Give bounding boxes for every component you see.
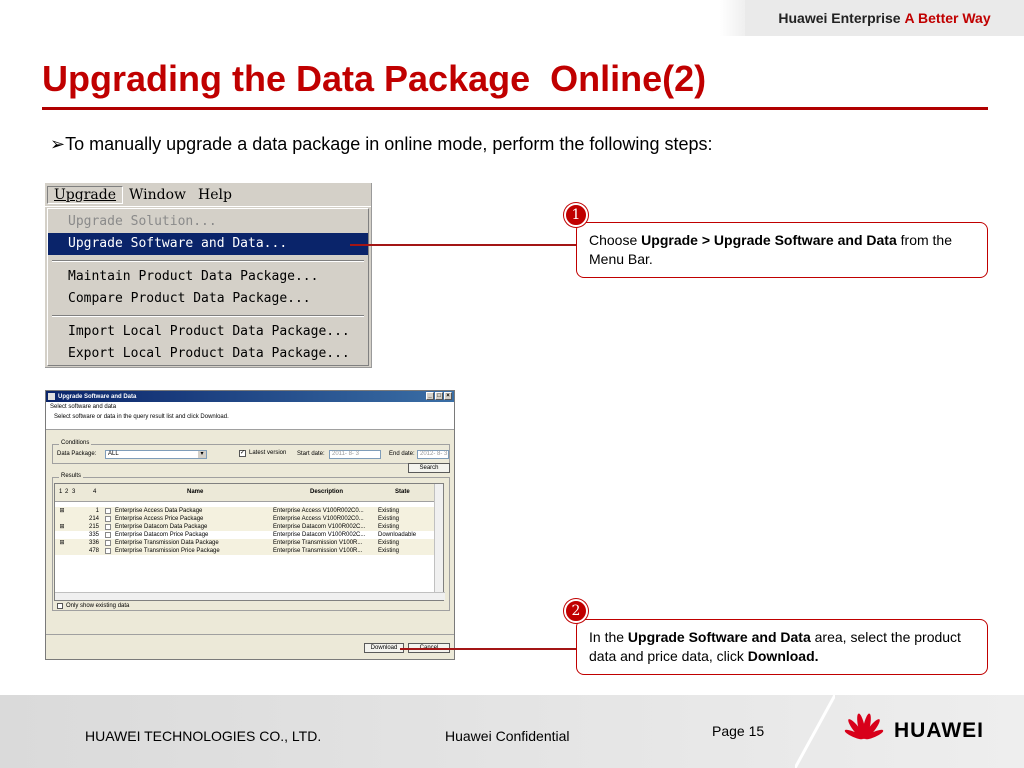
row-state: Existing [378, 516, 400, 522]
row-checkbox[interactable] [105, 532, 111, 538]
menu-separator [52, 315, 364, 317]
row-description: Enterprise Datacom V100R002C... [273, 524, 366, 530]
row-state: Downloadable [378, 532, 417, 538]
menu-window[interactable]: Window [129, 186, 187, 203]
row-description: Enterprise Datacom V100R002C... [273, 532, 366, 538]
row-name: Enterprise Transmission Data Package [115, 540, 219, 546]
menu-item-upgrade-software-and-data[interactable]: Upgrade Software and Data... [48, 233, 368, 255]
callout-text: Choose [589, 232, 642, 248]
start-date-field[interactable] [329, 450, 381, 459]
callout-bold: Download. [747, 648, 819, 664]
row-state: Existing [378, 508, 400, 514]
menu-upgrade[interactable]: Upgrade [47, 186, 123, 204]
table-row[interactable] [55, 531, 435, 539]
minimize-icon[interactable]: _ [426, 392, 434, 400]
expand-icon[interactable]: ⊞ [59, 540, 65, 546]
maximize-icon[interactable]: □ [435, 392, 443, 400]
menu-item-compare-product-data[interactable]: Compare Product Data Package... [68, 291, 311, 306]
callout-bold: Upgrade [641, 232, 698, 248]
row-description: Enterprise Access V100R002C0... [273, 516, 364, 522]
row-checkbox[interactable] [105, 516, 111, 522]
table-row[interactable] [55, 547, 435, 555]
page-number: Page 15 [712, 723, 765, 739]
callout-bold: > [697, 232, 714, 248]
upgrade-dialog-screenshot [45, 390, 455, 660]
dialog-subheading: Select software or data in the query result list and click Download. [54, 414, 229, 420]
close-icon[interactable]: × [444, 392, 452, 400]
conditions-group [52, 440, 450, 464]
pager-2[interactable]: 2 [65, 489, 69, 495]
intro-text: ➢To manually upgrade a data package in online mode, perform the following steps: [50, 134, 713, 154]
dialog-titlebar [46, 391, 454, 402]
brand-slogan: A Better Way [904, 10, 991, 26]
table-row[interactable] [55, 539, 435, 547]
footer-confidential: Huawei Confidential [445, 728, 570, 744]
latest-version-checkbox[interactable]: ✓ [240, 450, 246, 456]
row-checkbox[interactable] [105, 508, 111, 514]
row-description: Enterprise Transmission V100R... [273, 548, 363, 554]
step-badge-1: 1 [564, 203, 588, 227]
expand-icon[interactable] [58, 547, 66, 555]
pager-1[interactable]: 1 [59, 489, 63, 495]
table-row[interactable] [55, 523, 435, 531]
menu-item-maintain-product-data[interactable]: Maintain Product Data Package... [68, 269, 319, 284]
logo-wordmark: HUAWEI [894, 719, 984, 742]
row-checkbox[interactable] [105, 548, 111, 554]
row-number: 336 [88, 540, 99, 546]
row-name: Enterprise Datacom Data Package [115, 524, 208, 530]
callout-text: In the [589, 629, 628, 645]
row-checkbox[interactable] [105, 524, 111, 530]
results-legend: Results [61, 473, 82, 479]
callout-text: area, select the product data and price data, click [589, 629, 961, 664]
upgrade-dropdown [47, 208, 369, 366]
huawei-logo [840, 712, 984, 750]
end-date-label: End date: [389, 451, 415, 457]
menu-separator [52, 260, 364, 262]
menu-bar [45, 183, 371, 207]
row-description: Enterprise Access V100R002C0... [273, 508, 364, 514]
callout-connector [350, 244, 576, 246]
row-state: Existing [378, 524, 400, 530]
row-number: 214 [88, 516, 99, 522]
page-title: Upgrading the Data Package Online(2) [42, 58, 707, 99]
pager-4[interactable]: 4 [93, 489, 97, 495]
row-name: Enterprise Datacom Price Package [115, 532, 209, 538]
menu-item-import-local-data[interactable]: Import Local Product Data Package... [68, 324, 350, 339]
row-name: Enterprise Access Price Package [115, 516, 204, 522]
row-number: 1 [95, 508, 99, 514]
callout-text: from the Menu Bar. [589, 232, 952, 267]
menu-item-upgrade-solution: Upgrade Solution... [68, 214, 217, 229]
row-checkbox[interactable] [105, 540, 111, 546]
row-number: 478 [88, 548, 99, 554]
row-number: 215 [88, 524, 99, 530]
menu-item-export-local-data[interactable]: Export Local Product Data Package... [68, 346, 350, 361]
expand-icon[interactable] [58, 531, 66, 539]
dialog-divider [46, 634, 455, 635]
menu-help[interactable]: Help [198, 186, 232, 203]
end-date-value: 2012- 8- 3 [420, 451, 448, 457]
only-existing-checkbox[interactable] [57, 603, 63, 609]
row-state: Existing [378, 540, 400, 546]
end-date-field[interactable] [417, 450, 449, 459]
data-package-value: ALL [108, 451, 119, 457]
footer-divider [795, 695, 835, 768]
expand-icon[interactable]: ⊞ [59, 524, 65, 530]
callout-bold: Upgrade Software and Data [627, 629, 811, 645]
column-header-description[interactable]: Description [310, 489, 344, 495]
brand-tagline [745, 0, 1024, 36]
data-package-label: Data Package: [57, 451, 97, 457]
callout-step-2 [576, 619, 988, 675]
table-row[interactable] [55, 515, 435, 523]
app-icon [48, 393, 55, 400]
conditions-legend: Conditions [61, 440, 90, 446]
chevron-down-icon: ▾ [198, 451, 206, 458]
start-date-label: Start date: [297, 451, 325, 457]
expand-icon[interactable] [58, 515, 66, 523]
title-divider [42, 107, 988, 110]
callout-bold: Upgrade Software and Data [713, 232, 897, 248]
row-name: Enterprise Access Data Package [115, 508, 203, 514]
brand-name: Huawei Enterprise [778, 10, 901, 26]
pager-3[interactable]: 3 [72, 489, 76, 495]
table-header [55, 484, 435, 502]
menu-screenshot [45, 183, 372, 368]
footer-company: HUAWEI TECHNOLOGIES CO., LTD. [85, 728, 322, 744]
callout-connector [400, 648, 576, 650]
row-state: Existing [378, 548, 400, 554]
row-number: 335 [88, 532, 99, 538]
search-button[interactable]: Search [408, 463, 450, 473]
brand-tab-shadow [720, 0, 745, 36]
results-table [54, 483, 444, 601]
only-existing-label: Only show existing data [66, 603, 130, 609]
step-badge-2: 2 [564, 599, 588, 623]
callout-step-1 [576, 222, 988, 278]
row-description: Enterprise Transmission V100R... [273, 540, 363, 546]
dialog-header [46, 402, 454, 430]
row-name: Enterprise Transmission Price Package [115, 548, 220, 554]
column-header-name[interactable]: Name [187, 489, 204, 495]
dialog-heading: Select software and data [50, 404, 117, 410]
vertical-scrollbar[interactable] [434, 484, 443, 592]
column-header-state[interactable]: State [395, 489, 410, 495]
dialog-title: Upgrade Software and Data [58, 393, 137, 400]
table-row[interactable] [55, 507, 435, 515]
horizontal-scrollbar[interactable] [55, 592, 445, 600]
start-date-value: 2011- 8- 3 [332, 451, 359, 457]
latest-version-label: Latest version [249, 450, 287, 456]
huawei-flower-icon [840, 712, 888, 750]
expand-icon[interactable]: ⊞ [59, 508, 65, 514]
window-controls [426, 392, 452, 400]
data-package-select[interactable] [105, 450, 207, 459]
download-button[interactable]: Download [364, 643, 404, 653]
